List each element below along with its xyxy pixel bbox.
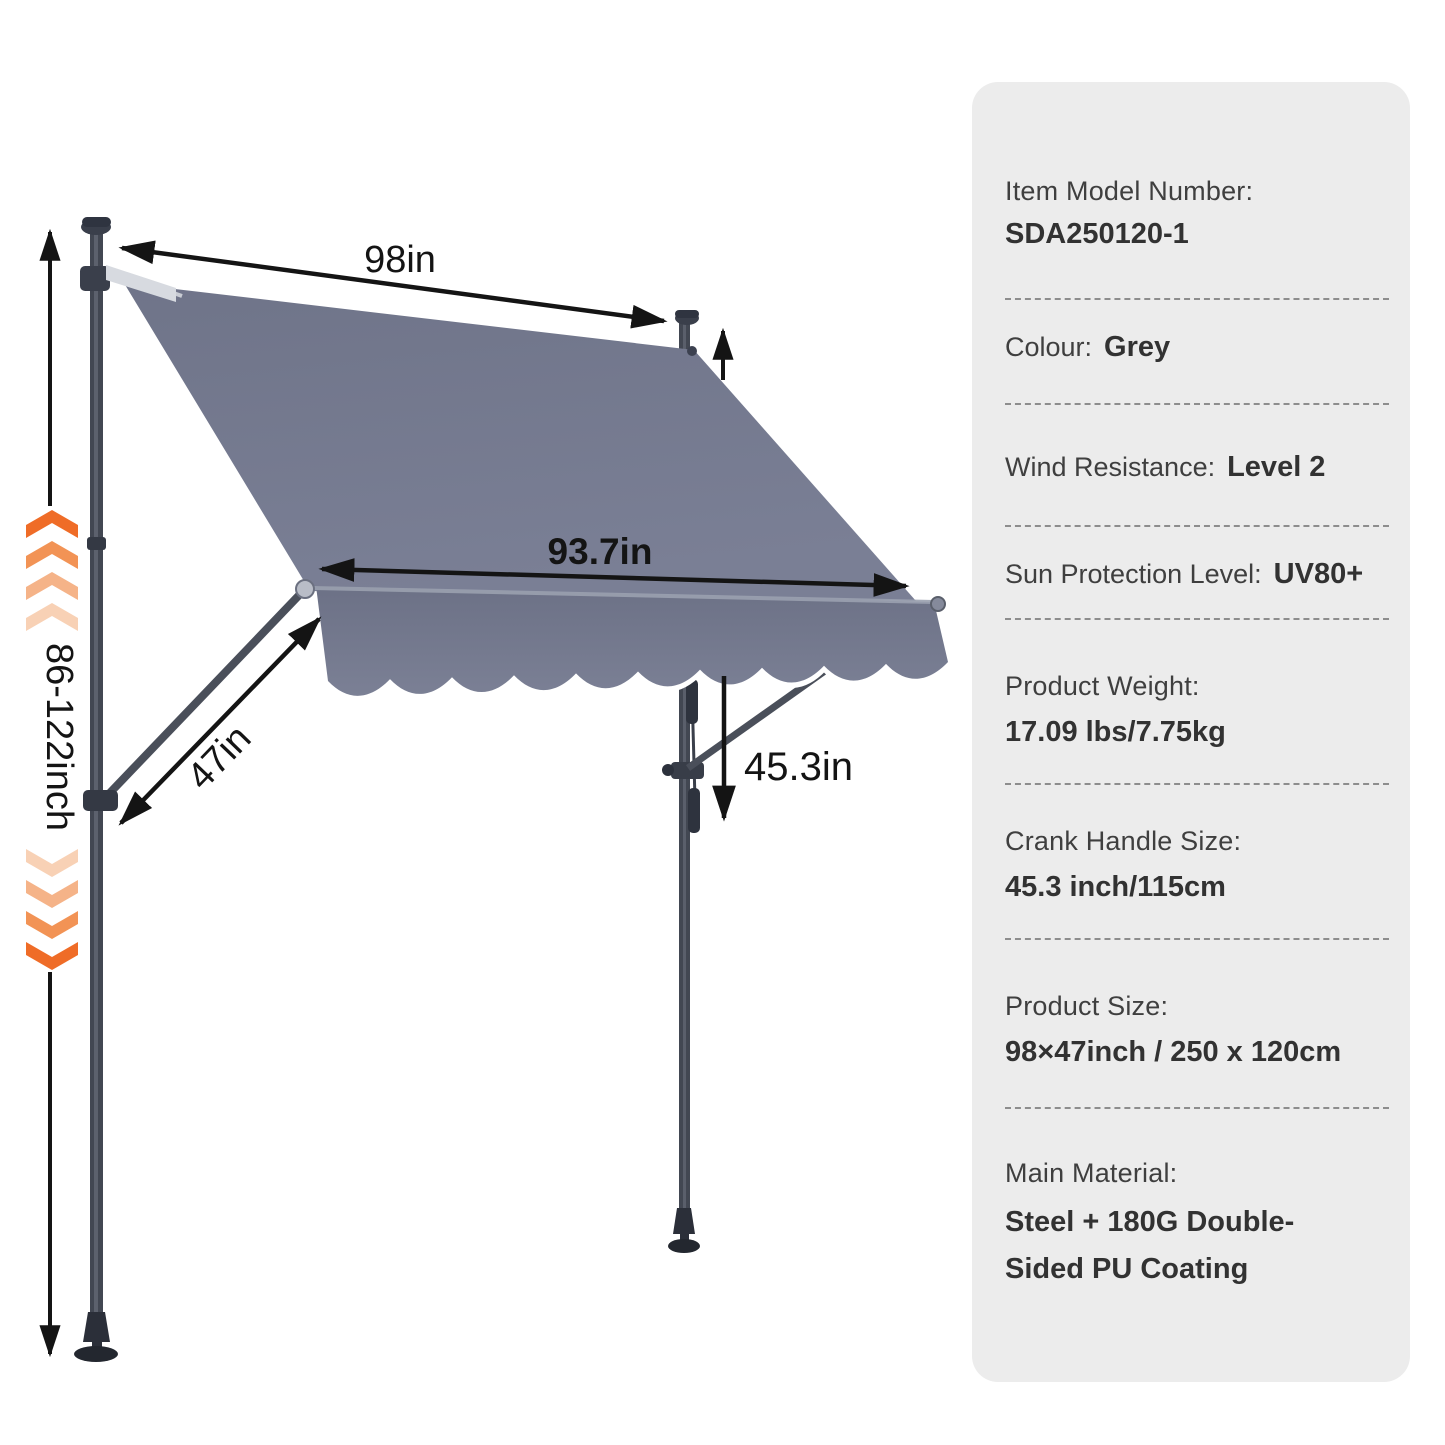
awning-fabric-top: [124, 283, 916, 601]
dim-label-crank-length: 45.3in: [744, 745, 853, 789]
spec-label-wind: Wind Resistance:: [1005, 452, 1216, 482]
spec-label-model: Item Model Number:: [1005, 176, 1254, 206]
back-pole: [74, 217, 176, 1362]
spec-divider: [1005, 403, 1389, 405]
front-bar-endcap: [931, 597, 945, 611]
spec-panel: [972, 82, 1410, 1382]
spec-divider: [1005, 298, 1389, 300]
awning-canopy: [114, 272, 948, 698]
spec-value-weight: 17.09 lbs/7.75kg: [1005, 716, 1226, 748]
back-pole-foot: [83, 1312, 110, 1342]
spec-value-wind: Level 2: [1227, 451, 1326, 483]
dim-label-height-range: 86-122inch: [38, 642, 80, 832]
spec-label-crank: Crank Handle Size:: [1005, 826, 1242, 856]
spec-label-colour: Colour:: [1005, 332, 1093, 362]
spec-divider: [1005, 525, 1389, 527]
spec-value-sun: UV80+: [1273, 558, 1364, 590]
arm-elbow-joint: [296, 580, 314, 598]
spec-row-colour: [1005, 331, 1170, 364]
spec-value-colour: Grey: [1104, 331, 1171, 363]
dim-arrow-arm-length: [121, 619, 319, 823]
spec-value-size: 98×47inch / 250 x 120cm: [1005, 1036, 1342, 1068]
height-adjust-chevrons-up-icon: [26, 510, 78, 631]
spec-value-model: SDA250120-1: [1005, 218, 1189, 250]
crank-grip-lower: [688, 788, 700, 833]
spec-label-sun: Sun Protection Level:: [1005, 559, 1262, 589]
dim-label-top-width: 98in: [364, 239, 436, 281]
pole-coupling: [87, 537, 106, 550]
front-pole-foot: [673, 1208, 695, 1234]
height-adjust-chevrons-down-icon: [26, 849, 78, 970]
dim-label-arm-length: 47in: [179, 717, 260, 799]
spec-value-material-line1: Steel + 180G Double-: [1005, 1206, 1295, 1238]
roller-bracket: [80, 266, 110, 291]
dim-label-fabric-width: 93.7in: [547, 531, 653, 572]
spec-value-material-line2: Sided PU Coating: [1005, 1253, 1249, 1285]
awning-valance: [316, 586, 948, 698]
back-pole-clamp: [83, 790, 118, 811]
spec-row-wind: [1005, 451, 1325, 484]
spec-divider: [1005, 783, 1389, 785]
spec-value-crank: 45.3 inch/115cm: [1005, 871, 1226, 903]
height-indicator: [26, 232, 80, 1354]
spec-label-weight: Product Weight:: [1005, 671, 1200, 701]
spec-label-material: Main Material:: [1005, 1158, 1178, 1188]
spec-row-sun: [1005, 558, 1363, 591]
spec-label-size: Product Size:: [1005, 991, 1169, 1021]
spec-divider: [1005, 618, 1389, 620]
spec-divider: [1005, 938, 1389, 940]
spec-divider: [1005, 1107, 1389, 1109]
